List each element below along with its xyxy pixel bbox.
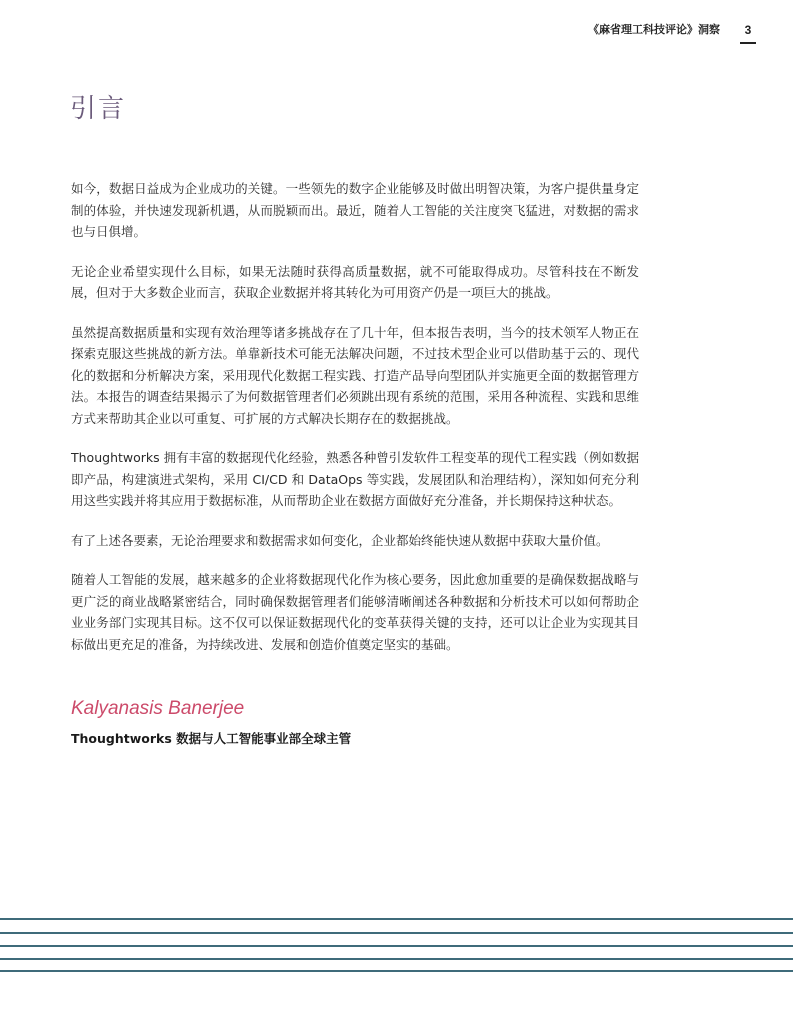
divider-line [0,945,793,947]
page-number: 3 [740,22,756,44]
body-text [71,178,639,673]
paragraph: 虽然提高数据质量和实现有效治理等诸多挑战存在了几十年，但本报告表明，当今的技术领军人物正在探索克服这些挑战的新方法。单靠新技术可能无法解决问题，不过技术型企业可以借助基于云的、现代化的数据和分析解决方案，采用现代化数据工程实践、打造产品导向型团队并实施更全面的数据管理方法。本报告的调查结果揭示了为何数据管理者们必须跳出现有系统的范围，采用各种流程、实践和思维方式来帮助其企业以可重复、可扩展的方式解决长期存在的数据挑战。 [71,324,639,426]
paragraph: 如今，数据日益成为企业成功的关键。一些领先的数字企业能够及时做出明智决策，为客户提供量身定制的体验，并快速发现新机遇，从而脱颖而出。最近，随着人工智能的关注度突飞猛进，对数据的需求也与日俱增。 [71,181,639,239]
author-role: Thoughtworks 数据与人工智能事业部全球主管 [71,731,352,746]
paragraph: Thoughtworks 拥有丰富的数据现代化经验，熟悉各种曾引发软件工程变革的现代工程实践（例如数据即产品，构建演进式架构，采用 CI/CD 和 DataOps 等实践，发展团队和治理结构），深知如何充分利用这些实践并将其应用于数据标准，从而帮助企业在数据方面做好充分准备，并长期保持这种状态。 [71,450,639,508]
author-name: Kalyanasis Banerjee [71,698,245,719]
divider-line [0,958,793,960]
section-title: 引言 [70,94,127,124]
decorative-lines [0,915,793,975]
divider-line [0,970,793,972]
divider-line [0,932,793,934]
paragraph: 有了上述各要素，无论治理要求和数据需求如何变化，企业都始终能快速从数据中获取大量价值。 [71,532,609,548]
paragraph: 无论企业希望实现什么目标，如果无法随时获得高质量数据，就不可能取得成功。尽管科技在不断发展，但对于大多数企业而言，获取企业数据并将其转化为可用资产仍是一项巨大的挑战。 [71,263,639,300]
paragraph: 随着人工智能的发展，越来越多的企业将数据现代化作为核心要务，因此愈加重要的是确保数据战略与更广泛的商业战略紧密结合，同时确保数据管理者们能够清晰阐述各种数据和分析技术可以如何帮助企业业务部门实现其目标。这不仅可以保证数据现代化的变革获得关键的支持，还可以让企业为实现其目标做出更充足的准备，为持续改进、发展和创造价值奠定坚实的基础。 [71,572,639,652]
page-header [588,22,756,44]
divider-line [0,918,793,920]
publication-title: 《麻省理工科技评论》洞察 [588,23,720,36]
